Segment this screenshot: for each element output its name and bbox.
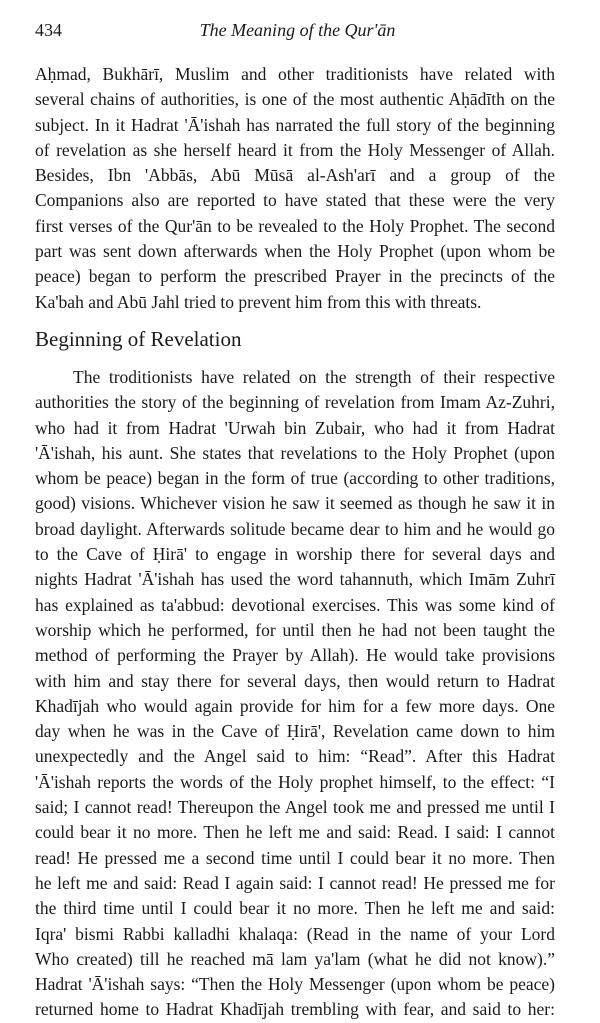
text-line: has explained as ta'abbud: devotional exercises. This was some kind of: [35, 594, 555, 615]
section-heading: Beginning of Revelation: [35, 326, 242, 351]
text-line: with him and stay there for several days, then would return to Hadrat: [35, 670, 555, 691]
text-line: of revelation as she herself heard it from the Holy Messenger of Allah.: [35, 139, 555, 160]
text-line: subject. In it Hadrat 'Ā'ishah has narrated the full story of the beginning: [35, 114, 555, 135]
text-line: Who created) till he reached mā lam ya'lam (what he did not know).”: [35, 948, 555, 969]
text-line: The troditionists have related on the strength of their respective: [73, 366, 555, 387]
text-line: part was sent down afterwards when the Holy Prophet (upon whom be: [35, 241, 555, 262]
text-line: who had it from Hadrat 'Urwah bin Zubair, who had it from Hadrat: [35, 417, 555, 438]
text-line: good) visions. Whichever vision he saw it seemed as though he saw it in: [35, 493, 555, 514]
text-line: returned home to Hadrat Khadījah trembling with fear, and said to her:: [35, 999, 555, 1020]
text-line: unexpectedly and the Angel said to him: “Read”. After this Hadrat: [35, 746, 555, 767]
text-line: Aḥmad, Bukhārī, Muslim and other traditionists have related with: [35, 64, 555, 84]
text-line: 'Ā'ishah reports the words of the Holy prophet himself, to the effect: “I: [35, 771, 555, 792]
text-line: the third time until I could bear it no more. Then he left me and said:: [35, 898, 555, 919]
text-line: peace) began to perform the prescribed Prayer in the precincts of the: [35, 266, 555, 287]
running-title: The Meaning of the Qur'ān: [199, 20, 396, 40]
page-body: [35, 62, 555, 1023]
text-line: whom be peace) began in the form of true (according to other traditions,: [35, 468, 555, 489]
text-line: method of performing the Prayer by Allah). He would take provisions: [35, 645, 555, 666]
text-line: worship which he performed, for until then he had not been taught the: [35, 619, 555, 640]
text-line: 'Ā'ishah, his aunt. She states that revelations to the Holy Prophet (upon: [35, 442, 555, 463]
text-line: authorities the story of the beginning of revelation from Imam Az-Zuhri,: [35, 392, 555, 413]
text-line: Companions also are reported to have stated that these were the very: [35, 190, 555, 211]
text-line: first verses of the Qur'ān to be revealed to the Holy Prophet. The second: [35, 215, 555, 236]
text-line: day when he was in the Cave of Ḥirā', Revelation came down to him: [35, 721, 555, 742]
text-line: to the Cave of Ḥirā' to engage in worship there for several days and: [35, 544, 555, 565]
text-line: could bear it no more. Then he left me and said: Read. I said: I cannot: [35, 822, 555, 843]
text-line: Iqra' bismi Rabbi kalladhi khalaqa: (Read in the name of your Lord: [35, 923, 555, 944]
paragraph-continued: [35, 62, 555, 315]
paragraph-beginning-of-revelation: [35, 365, 555, 1023]
text-line: several chains of authorities, is one of the most authentic Aḥādīth on the: [35, 89, 555, 110]
page-number: 434: [35, 20, 62, 40]
text-line: Ka'bah and Abū Jahl tried to prevent him from this with threats.: [35, 291, 482, 312]
text-line: broad daylight. Afterwards solitude became dear to him and he would go: [35, 518, 555, 539]
page-header: [35, 20, 560, 48]
text-line: Hadrat 'Ā'ishah says: “Then the Holy Messenger (upon whom be peace): [35, 974, 555, 995]
text-line: read! He pressed me a second time until I could bear it no more. Then: [35, 847, 555, 868]
text-line: Khadījah who would again provide for him for a few more days. One: [35, 695, 555, 716]
text-line: said; I cannot read! Thereupon the Angel took me and pressed me until I: [35, 797, 555, 818]
text-line: he left me and said: Read I again said: I cannot read! He pressed me for: [35, 872, 555, 893]
text-line: Besides, Ibn 'Abbās, Abū Mūsā al-Ash'arī and a group of the: [35, 165, 555, 186]
text-line: nights Hadrat 'Ā'ishah has used the word tahannuth, which Imām Zuhrī: [35, 569, 555, 590]
